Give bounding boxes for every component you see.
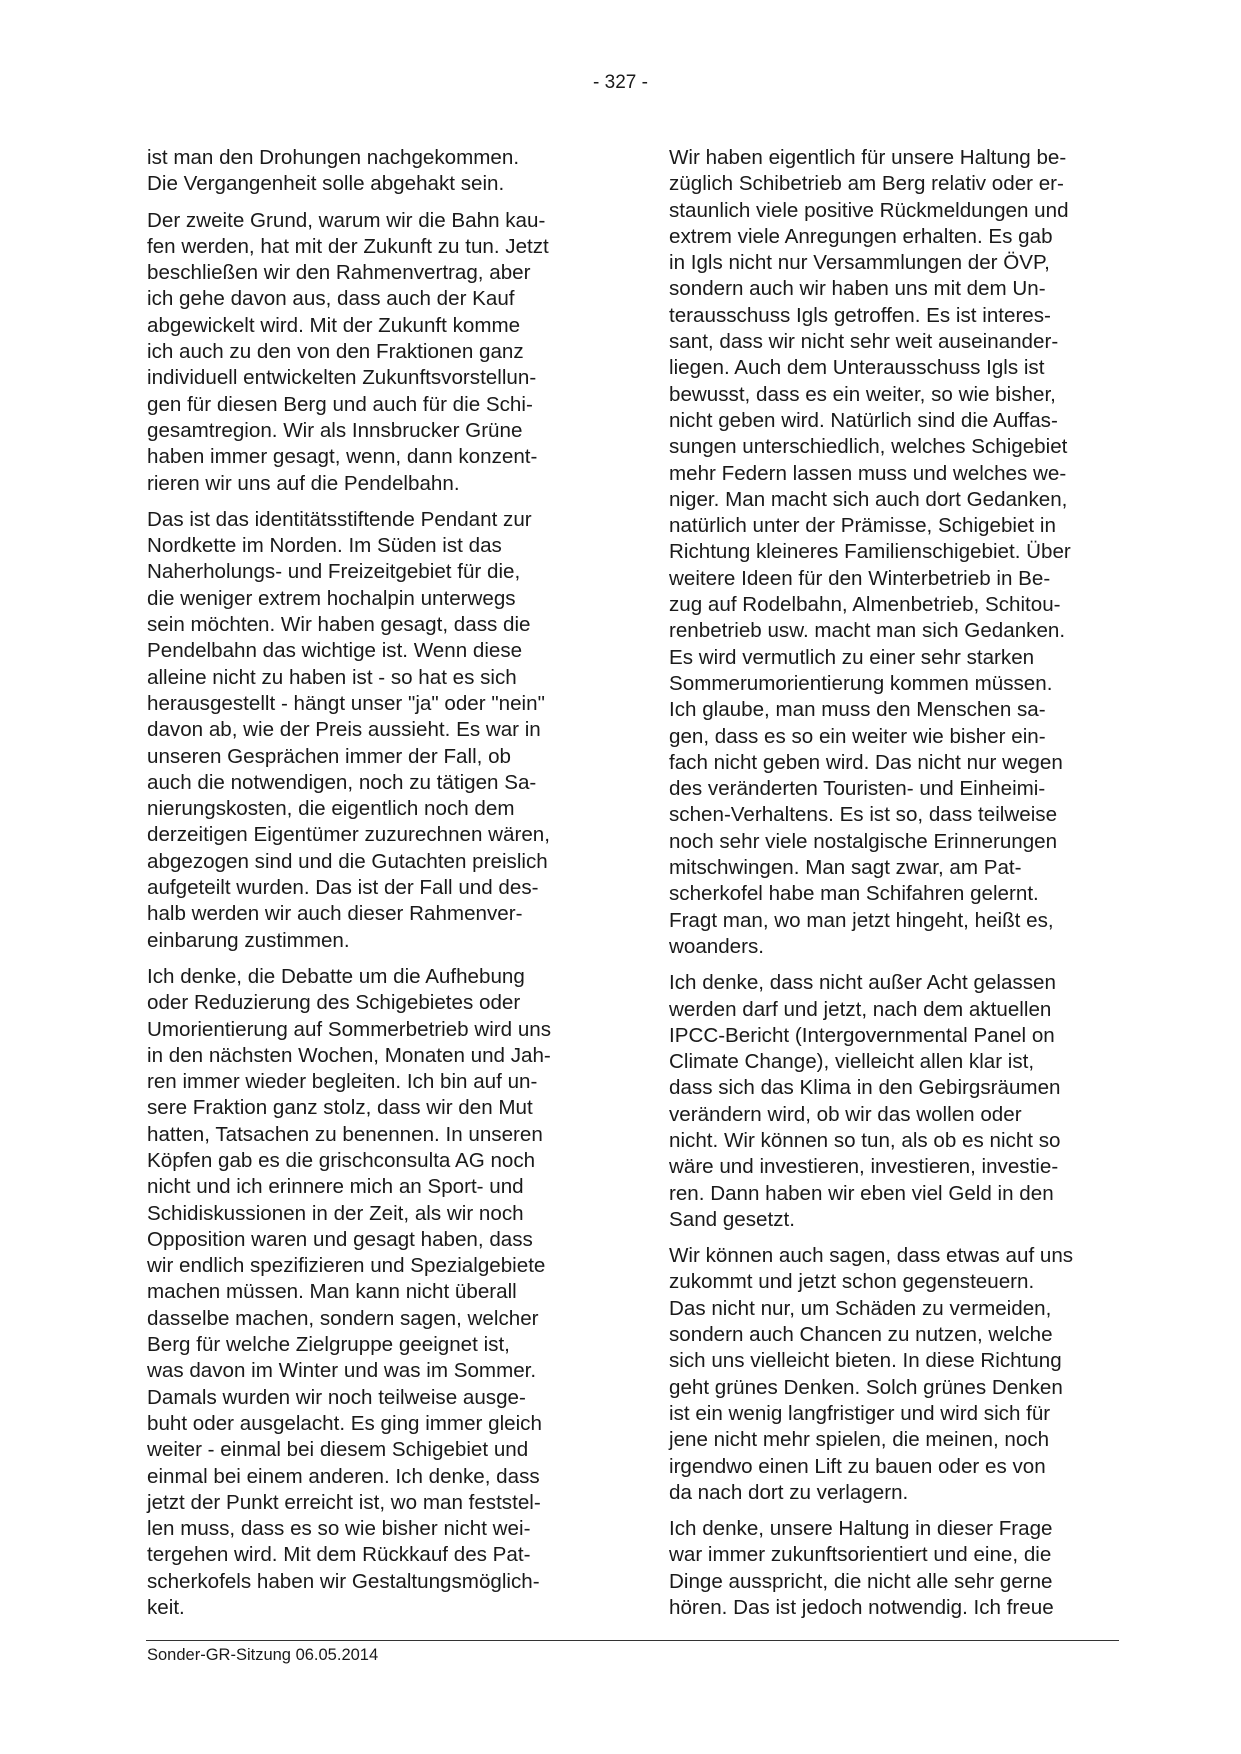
text-line: Ich denke, dass nicht außer Acht gelassen [669,971,1056,995]
text-line: beschließen wir den Rahmenvertrag, aber [147,261,531,285]
text-line: individuell entwickelten Zukunftsvorstellun- [147,366,537,390]
text-line: weiter - einmal bei diesem Schigebiet und [147,1438,529,1462]
paragraph [669,970,1129,1233]
text-line: hatten, Tatsachen zu benennen. In unseren [147,1122,543,1146]
paragraph [147,145,607,198]
text-line: ich gehe davon aus, dass auch der Kauf [147,287,515,311]
text-line: gesamtregion. Wir als Innsbrucker Grüne [147,418,523,442]
text-line: oder Reduzierung des Schigebietes oder [147,991,521,1015]
text-line: davon ab, wie der Preis aussieht. Es war in [147,718,541,742]
text-line: sere Fraktion ganz stolz, dass wir den Mut [147,1096,533,1120]
text-line: nicht geben wird. Natürlich sind die Auffas- [669,408,1058,432]
text-line: züglich Schibetrieb am Berg relativ oder er- [669,172,1064,196]
text-line: irgendwo einen Lift zu bauen oder es von [669,1454,1046,1478]
text-line: ist ein wenig langfristiger und wird sich für [669,1401,1051,1425]
text-line: Richtung kleineres Familienschigebiet. Über [669,540,1071,564]
text-line: bewusst, dass es ein weiter, so wie bisher, [669,382,1056,406]
text-line: len muss, dass es so wie bisher nicht wei- [147,1517,531,1541]
text-line: einbarung zustimmen. [147,928,350,952]
text-line: terausschuss Igls getroffen. Es ist interes- [669,303,1051,327]
text-line: ich auch zu den von den Fraktionen ganz [147,340,524,364]
text-line: hören. Das ist jedoch notwendig. Ich freue [669,1596,1054,1620]
text-line: jene nicht mehr spielen, die meinen, noch [669,1428,1050,1452]
text-line: renbetrieb usw. macht man sich Gedanken. [669,619,1066,643]
text-line: ist man den Drohungen nachgekommen. [147,146,520,169]
text-line: da nach dort zu verlagern. [669,1480,909,1504]
text-line: einmal bei einem anderen. Ich denke, dass [147,1464,540,1488]
text-line: Ich denke, unsere Haltung in dieser Frage [669,1517,1053,1541]
text-line: noch sehr viele nostalgische Erinnerungen [669,829,1058,853]
text-line: extrem viele Anregungen erhalten. Es gab [669,224,1053,248]
text-line: Climate Change), vielleicht allen klar ist, [669,1050,1035,1074]
text-line: Dinge ausspricht, die nicht alle sehr gerne [669,1569,1053,1593]
paragraph [669,145,1129,960]
text-line: Opposition waren und gesagt haben, dass [147,1227,533,1251]
text-line: Sand gesetzt. [669,1207,795,1231]
text-line: rieren wir uns auf die Pendelbahn. [147,471,460,495]
footer-session-label: Sonder-GR-Sitzung 06.05.2014 [147,1646,379,1664]
paragraph [147,208,607,497]
text-line: Es wird vermutlich zu einer sehr starken [669,645,1035,669]
text-line: derzeitigen Eigentümer zuzurechnen wären, [147,823,550,847]
text-line: dasselbe machen, sondern sagen, welcher [147,1306,539,1330]
text-line: sondern auch Chancen zu nutzen, welche [669,1323,1053,1347]
text-line: Fragt man, wo man jetzt hingeht, heißt es, [669,908,1054,932]
text-line: abgewickelt wird. Mit der Zukunft komme [147,313,521,337]
text-line: alleine nicht zu haben ist - so hat es sich [147,665,517,689]
text-line: niger. Man macht sich auch dort Gedanken, [669,487,1068,511]
text-line: Ich denke, die Debatte um die Aufhebung [147,964,525,988]
text-line: fen werden, hat mit der Zukunft zu tun. Jetzt [147,234,549,258]
text-line: Berg für welche Zielgruppe geeignet ist, [147,1333,510,1357]
text-line: Nordkette im Norden. Im Süden ist das [147,534,502,558]
text-line: halb werden wir auch dieser Rahmenver- [147,902,523,926]
text-line: sich uns vielleicht bieten. In diese Richtung [669,1349,1062,1373]
text-line: scherkofel habe man Schifahren gelernt. [669,882,1039,906]
text-line: Das ist das identitätsstiftende Pendant zur [147,507,532,531]
text-line: aufgeteilt wurden. Das ist der Fall und des- [147,876,539,900]
text-line: abgezogen sind und die Gutachten preislich [147,849,548,873]
text-line: des veränderten Touristen- und Einheimi- [669,777,1046,801]
text-line: verändern wird, ob wir das wollen oder [669,1102,1022,1126]
text-line: staunlich viele positive Rückmeldungen und [669,198,1069,222]
text-line: herausgestellt - hängt unser "ja" oder "nein" [147,691,545,715]
text-line: gen, dass es so ein weiter wie bisher ein- [669,724,1046,748]
text-line: Das nicht nur, um Schäden zu vermeiden, [669,1296,1052,1320]
right-text-column [669,145,1129,1631]
text-line: Umorientierung auf Sommerbetrieb wird uns [147,1017,552,1041]
text-line: auch die notwendigen, noch zu tätigen Sa- [147,770,537,794]
text-line: Pendelbahn das wichtige ist. Wenn diese [147,639,523,663]
text-line: keit. [147,1596,185,1620]
text-line: gen für diesen Berg und auch für die Schi- [147,392,533,416]
text-line: in den nächsten Wochen, Monaten und Jah- [147,1043,551,1067]
text-line: wir endlich spezifizieren und Spezialgebiete [147,1254,546,1278]
text-line: die weniger extrem hochalpin unterwegs [147,586,516,610]
text-line: jetzt der Punkt erreicht ist, wo man feststel- [147,1490,541,1514]
text-line: nicht und ich erinnere mich an Sport- und [147,1175,524,1199]
text-line: Wir haben eigentlich für unsere Haltung be- [669,146,1067,169]
text-line: dass sich das Klima in den Gebirgsräumen [669,1076,1061,1100]
text-line: haben immer gesagt, wenn, dann konzent- [147,445,538,469]
text-line: mitschwingen. Man sagt zwar, am Pat- [669,856,1022,880]
text-line: nierungskosten, die eigentlich noch dem [147,797,515,821]
paragraph [147,507,607,954]
text-line: tergehen wird. Mit dem Rückkauf des Pat- [147,1543,531,1567]
text-line: Ich glaube, man muss den Menschen sa- [669,698,1046,722]
text-line: sondern auch wir haben uns mit dem Un- [669,277,1046,301]
text-line: Naherholungs- und Freizeitgebiet für die, [147,560,521,584]
text-line: weitere Ideen für den Winterbetrieb in Be- [669,566,1051,590]
footer-divider [146,1640,1119,1641]
text-line: Damals wurden wir noch teilweise ausge- [147,1385,526,1409]
page-number: - 327 - [593,72,648,93]
text-line: sungen unterschiedlich, welches Schigebiet [669,435,1068,459]
text-line: schen-Verhaltens. Es ist so, dass teilweise [669,803,1058,827]
text-line: Die Vergangenheit solle abgehakt sein. [147,172,505,196]
text-line: sant, dass wir nicht sehr weit auseinander- [669,330,1059,354]
text-line: IPCC-Bericht (Intergovernmental Panel on [669,1023,1055,1047]
text-line: Der zweite Grund, warum wir die Bahn kau- [147,208,546,232]
text-line: sein möchten. Wir haben gesagt, dass die [147,613,531,637]
text-line: buht oder ausgelacht. Es ging immer gleich [147,1411,542,1435]
text-line: natürlich unter der Prämisse, Schigebiet in [669,514,1056,538]
text-line: geht grünes Denken. Solch grünes Denken [669,1375,1063,1399]
text-line: liegen. Auch dem Unterausschuss Igls ist [669,356,1045,380]
text-line: Schidiskussionen in der Zeit, als wir noch [147,1201,524,1225]
text-line: ren immer wieder begleiten. Ich bin auf un- [147,1070,538,1094]
text-line: war immer zukunftsorientiert und eine, die [669,1543,1052,1567]
text-line: Köpfen gab es die grischconsulta AG noch [147,1148,536,1172]
text-line: Wir können auch sagen, dass etwas auf uns [669,1244,1074,1268]
paragraph [669,1516,1129,1621]
text-line: werden darf und jetzt, nach dem aktuellen [669,997,1052,1021]
text-line: machen müssen. Man kann nicht überall [147,1280,517,1304]
text-line: fach nicht geben wird. Das nicht nur wegen [669,750,1063,774]
left-text-column [147,145,607,1631]
text-line: wäre und investieren, investieren, investie- [669,1155,1059,1179]
paragraph [147,964,607,1621]
text-line: Sommerumorientierung kommen müssen. [669,671,1053,695]
text-line: unseren Gesprächen immer der Fall, ob [147,744,511,768]
text-line: mehr Federn lassen muss und welches we- [669,461,1067,485]
text-line: was davon im Winter und was im Sommer. [147,1359,537,1383]
text-line: zug auf Rodelbahn, Almenbetrieb, Schitou- [669,593,1061,617]
text-line: scherkofels haben wir Gestaltungsmöglich- [147,1569,540,1593]
text-line: in Igls nicht nur Versammlungen der ÖVP, [669,251,1050,275]
paragraph [669,1243,1129,1506]
text-line: zukommt und jetzt schon gegensteuern. [669,1270,1035,1294]
text-line: nicht. Wir können so tun, als ob es nicht so [669,1128,1061,1152]
text-line: woanders. [669,934,765,958]
text-line: ren. Dann haben wir eben viel Geld in den [669,1181,1054,1205]
